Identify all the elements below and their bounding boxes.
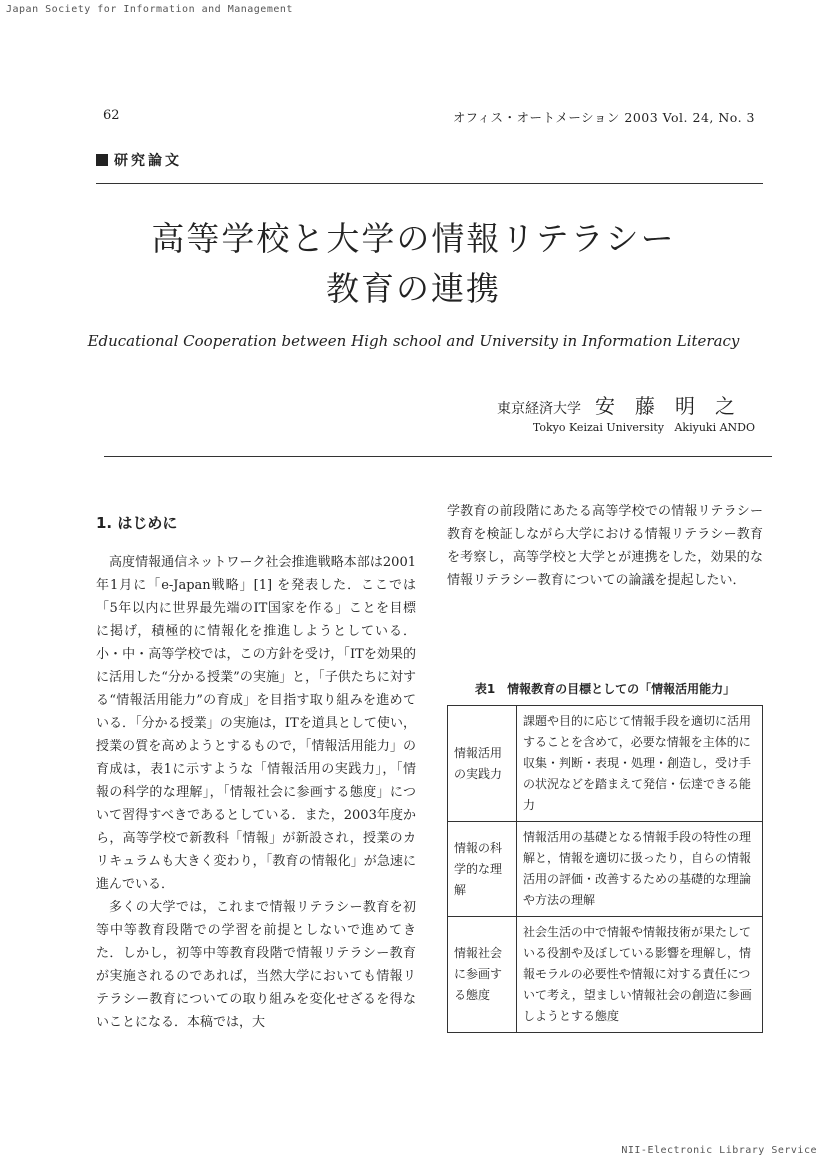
paragraph-1: 高度情報通信ネットワーク社会推進戦略本部は2001年1月に「e-Japan戦略」[1] を発表した．ここでは「5年以内に世界最先端のIT国家を作る」ことを目標に掲げ，積極的に情報化を推進しようとしている．小・中・高等学校では，この方針を受け，「ITを効果的に活用した“分かる授業”の実施」と，「子供たちに対する“情報活用能力”の育成」を目指す取り組みを進めている．「分かる授業」の実施は，ITを道具として使い，授業の質を高めようとするもので，「情報活用能力」の育成は，表1に示すような「情報活用の実践力」，「情報の科学的な理解」，「情報社会に参画する態度」について習得すべきであるとしている．また，2003年度から，高等学校で新教科「情報」が新設され，授業のカリキュラムも大きく変わり，「教育の情報化」が急速に進んでいる． bbox=[96, 555, 416, 892]
right-column bbox=[447, 500, 763, 592]
english-title: Educational Cooperation between High school and University in Information Literacy bbox=[87, 332, 740, 350]
running-head: オフィス・オートメーション 2003 Vol. 24, No. 3 bbox=[452, 110, 755, 125]
paper-title bbox=[0, 214, 827, 314]
left-column bbox=[96, 512, 416, 1034]
affiliation-en: Tokyo Keizai University bbox=[532, 421, 664, 434]
title-line-2: 教育の連携 bbox=[326, 269, 501, 308]
table-caption: 表1 情報教育の目標としての「情報活用能力」 bbox=[474, 682, 736, 696]
society-header: Japan Society for Information and Management bbox=[6, 4, 293, 15]
paragraph-3: 学教育の前段階にあたる高等学校での情報リテラシー教育を検証しながら大学における情報リテラシー教育を考察し，高等学校と大学とが連携をした，効果的な情報リテラシー教育についての論議を提起したい． bbox=[447, 504, 763, 588]
author-name-en: Akiyuki ANDO bbox=[674, 421, 755, 434]
table-row bbox=[448, 917, 763, 1033]
section-label bbox=[96, 150, 182, 170]
table-row bbox=[448, 706, 763, 822]
table-row bbox=[448, 822, 763, 917]
top-rule bbox=[96, 183, 763, 184]
nii-footer: NII-Electronic Library Service bbox=[621, 1145, 817, 1156]
table-row-desc: 課題や目的に応じて情報手段を適切に活用することを含めて，必要な情報を主体的に収集・判断・表現・処理・創造し，受け手の状況などを踏まえて発信・伝達できる能力 bbox=[517, 706, 763, 822]
author-name-ja: 安藤明之 bbox=[595, 394, 755, 418]
paragraph-2: 多くの大学では，これまで情報リテラシー教育を初等中等教育段階での学習を前提としないで進めてきた．しかし，初等中等教育段階で情報リテラシー教育が実施されるのであれば，当然大学においても情報リテラシー教育についての取り組みを変化せざるを得ないことになる．本稿では，大 bbox=[96, 900, 416, 1030]
author-en bbox=[533, 421, 755, 434]
affiliation-ja: 東京経済大学 bbox=[497, 401, 581, 417]
section-heading: 1. はじめに bbox=[96, 514, 178, 532]
section-label-text: 研究論文 bbox=[114, 153, 182, 169]
author-ja bbox=[497, 390, 755, 419]
page-number: 62 bbox=[103, 108, 120, 123]
section-square-icon bbox=[96, 154, 108, 166]
table-row-desc: 社会生活の中で情報や情報技術が果たしている役割や及ぼしている影響を理解し，情報モラルの必要性や情報に対する責任について考え，望ましい情報社会の創造に参画しようとする態度 bbox=[517, 917, 763, 1033]
author-rule bbox=[104, 456, 772, 457]
title-line-1: 高等学校と大学の情報リテラシー bbox=[151, 219, 676, 258]
table-row-desc: 情報活用の基礎となる情報手段の特性の理解と，情報を適切に扱ったり，自らの情報活用の評価・改善するための基礎的な理論や方法の理解 bbox=[517, 822, 763, 917]
info-literacy-table bbox=[447, 705, 763, 1033]
table-row-head: 情報の科学的な理解 bbox=[448, 822, 517, 917]
table-row-head: 情報社会に参画する態度 bbox=[448, 917, 517, 1033]
table-row-head: 情報活用の実践力 bbox=[448, 706, 517, 822]
